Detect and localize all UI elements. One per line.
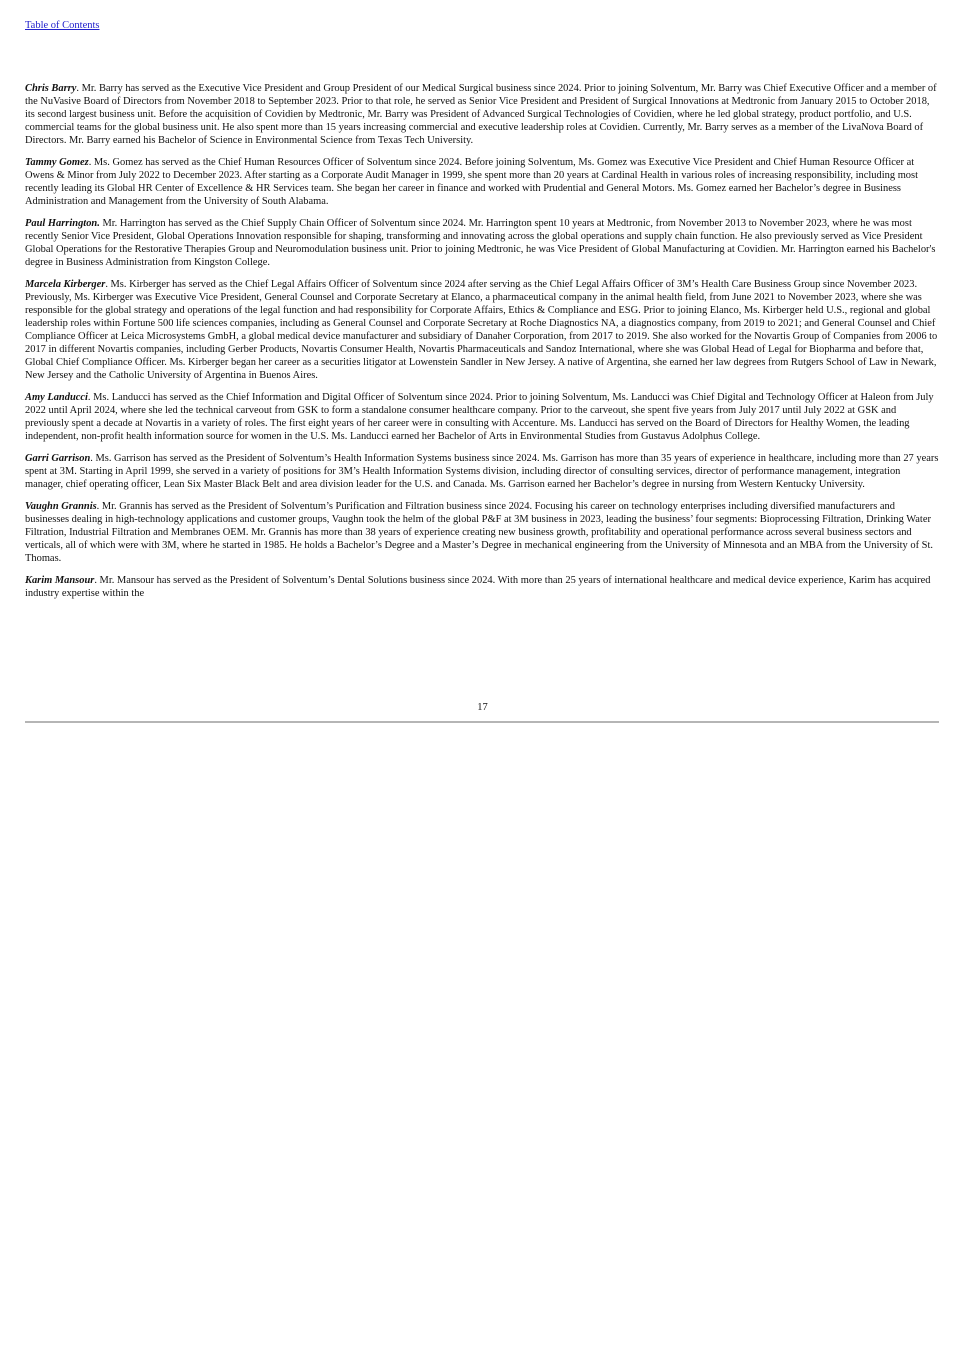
bio-karim-mansour [25,574,939,600]
bio-text: Mr. Harrington has served as the Chief Supply Chain Officer of Solventum since 2024. Mr. Harrington spent 10 years at Medtronic, from November 2013 to November 2023, where he was most recently Senior Vice President, Global Operations Innovation responsible for shaping, transforming and innovating across the global operations and supply chain function. He also previously served as Vice President Global Operations for the Restorative Therapies Group and Neuromodulation business unit. Prior to joining Medtronic, he was Vice President of Global Manufacturing at Covidien. Mr. Harrington earned his Bachelor's degree in Business Administration from Kingston College. [25,218,936,268]
executive-bios [25,82,939,609]
bio-vaughn-grannis [25,500,939,565]
bio-name: Tammy Gomez [25,157,89,168]
bio-name: Karim Mansour [25,575,95,586]
bio-name-suffix: . [94,575,97,586]
bio-name: Amy Landucci [25,392,88,403]
page-number: 17 [477,702,488,713]
bio-text: Ms. Kirberger has served as the Chief Legal Affairs Officer of Solventum since 2024 after serving as the Chief Legal Affairs Officer of 3M’s Health Care Business Group since November 2023. Previously, Ms. Kirberger was Executive Vice President, General Counsel and Corporate Secretary at Elanco, a pharmaceutical company in the animal health field, from June 2021 to November 2023, where she was responsible for the global strategy and operations of the legal function and had responsibility for Corporate Affairs, Ethics & Compliance and ESG. Prior to joining Elanco, Ms. Kirberger held U.S., regional and global leadership roles within Fortune 500 life sciences companies, including as General Counsel and Corporate Secretary at Roche Diagnostics NA, a diagnostics company, from 2019 to 2021; and General Counsel and Chief Compliance Officer at Leica Microsystems GmbH, a global medical device manufacturer and subsidiary of Danaher Corporation, from 2017 to 2019. She also worked for the Novartis Group of Companies from 2006 to 2017 in different Novartis companies, including Gerber Products, Novartis Consumer Health, Novartis Pharmaceuticals and Sandoz International, where she was Global Head of Legal for Biopharma and before that, Global Chief Compliance Officer. Ms. Kirberger began her career as a securities litigator at Lowenstein Sandler in New Jersey. A native of Argentina, she earned her law degrees from Rutgers School of Law in Newark, New Jersey and the Catholic University of Argentina in Buenos Aires. [25,279,938,381]
bio-garri-garrison [25,452,939,491]
bio-text: Mr. Mansour has served as the President of Solventum’s Dental Solutions business since 2024. With more than 25 years of international healthcare and medical device experience, Karim has acquired industry expertise within the [25,575,931,599]
bio-name-suffix: . [88,157,92,168]
bio-name-suffix: . [96,501,100,512]
bio-tammy-gomez [25,156,939,208]
bio-name: Vaughn Grannis [25,501,97,512]
bio-text: Ms. Gomez has served as the Chief Human Resources Officer of Solventum since 2024. Before joining Solventum, Ms. Gomez was Executive Vice President and Chief Human Resource Officer at Owens & Minor from July 2022 to December 2023. After starting as a Corporate Audit Manager in 1999, she spent more than 20 years at Cardinal Health in various roles of increasing responsibility, including most recently leading its Global HR Center of Excellence & HR Services team. She began her career in finance and worked with Prudential and General Motors. Ms. Gomez earned her Bachelor’s degree in Business Administration and Management from the University of South Alabama. [25,157,918,207]
page-divider [25,721,939,723]
bio-name-suffix: . [90,453,93,464]
bio-paul-harrington [25,217,939,269]
bio-chris-barry [25,82,939,147]
bio-name-suffix: . [87,392,91,403]
bio-text: Ms. Garrison has served as the President of Solventum’s Health Information Systems business since 2024. Ms. Garrison has more than 35 years of experience in healthcare, including more than 27 years spent at 3M. Starting in April 1999, she served in a variety of positions for 3M’s Health Information Systems division, including director of consulting services, director of performance management, integration manager, chief operating officer, Lean Six Master Black Belt and area division leader for the U.S. and Canada. Ms. Garrison earned her Bachelor’s degree in nursing from Western Kentucky University. [25,453,939,490]
bio-name-suffix: . [76,83,79,94]
bio-amy-landucci [25,391,939,443]
bio-name: Paul Harrington. [25,218,100,229]
bio-text: Mr. Barry has served as the Executive Vice President and Group President of our Medical Surgical business since 2024. Prior to joining Solventum, Mr. Barry was Chief Executive Officer and a member of the NuVasive Board of Directors from November 2018 to September 2023. Prior to that role, he served as Senior Vice President and President of Surgical Innovations at Medtronic from January 2015 to October 2018, its second largest business unit. Before the acquisition of Covidien by Medtronic, Mr. Barry was President of Advanced Surgical Technologies of Covidien, where he led global strategy, product portfolio, and U.S. commercial teams for the global business unit. He also spent more than 15 years increasing commercial and executive leadership roles at Covidien. Currently, Mr. Barry serves as a member of the LivaNova Board of Directors. Mr. Barry earned his Bachelor of Science in Environmental Science from Texas Tech University. [25,83,937,146]
bio-name-suffix: . [105,279,108,290]
bio-text: Ms. Landucci has served as the Chief Information and Digital Officer of Solventum since 2024. Prior to joining Solventum, Ms. Landucci was Chief Digital and Technology Officer at Haleon from July 2022 until April 2024, where she led the technical carveout from GSK to form a standalone consumer healthcare company. Prior to the carveout, she spent five years from July 2017 until July 2022 at GSK and previously spent a decade at Novartis in a variety of roles. The first eight years of her career were in consulting with Accenture. Ms. Landucci has served on the Board of Directors for Healthy Women, the leading independent, non-profit health information source for women in the U.S. Ms. Landucci earned her Bachelor of Arts in Environmental Studies from Gustavus Adolphus College. [25,392,934,442]
bio-text: Mr. Grannis has served as the President of Solventum’s Purification and Filtration business since 2024. Focusing his career on technology enterprises including diversified manufacturers and businesses dealing in high-technology applications and customer groups, Vaughn took the helm of the global P&F at 3M business in 2023, leading the business’ four segments: Bioprocessing Filtration, Drinking Water Filtration, Industrial Filtration and Membranes OEM. Mr. Grannis has more than 38 years of experience creating new business growth, profitability and operational performance across several business sectors and verticals, all of which were with 3M, where he started in 1985. He holds a Bachelor’s Degree and a Master’s Degree in mechanical engineering from the University of Minnesota and an MBA from the University of St. Thomas. [25,501,933,564]
bio-name: Garri Garrison [25,453,91,464]
bio-name: Marcela Kirberger [25,279,106,290]
bio-name: Chris Barry [25,83,77,94]
table-of-contents-link[interactable]: Table of Contents [25,20,100,31]
bio-marcela-kirberger [25,278,939,382]
